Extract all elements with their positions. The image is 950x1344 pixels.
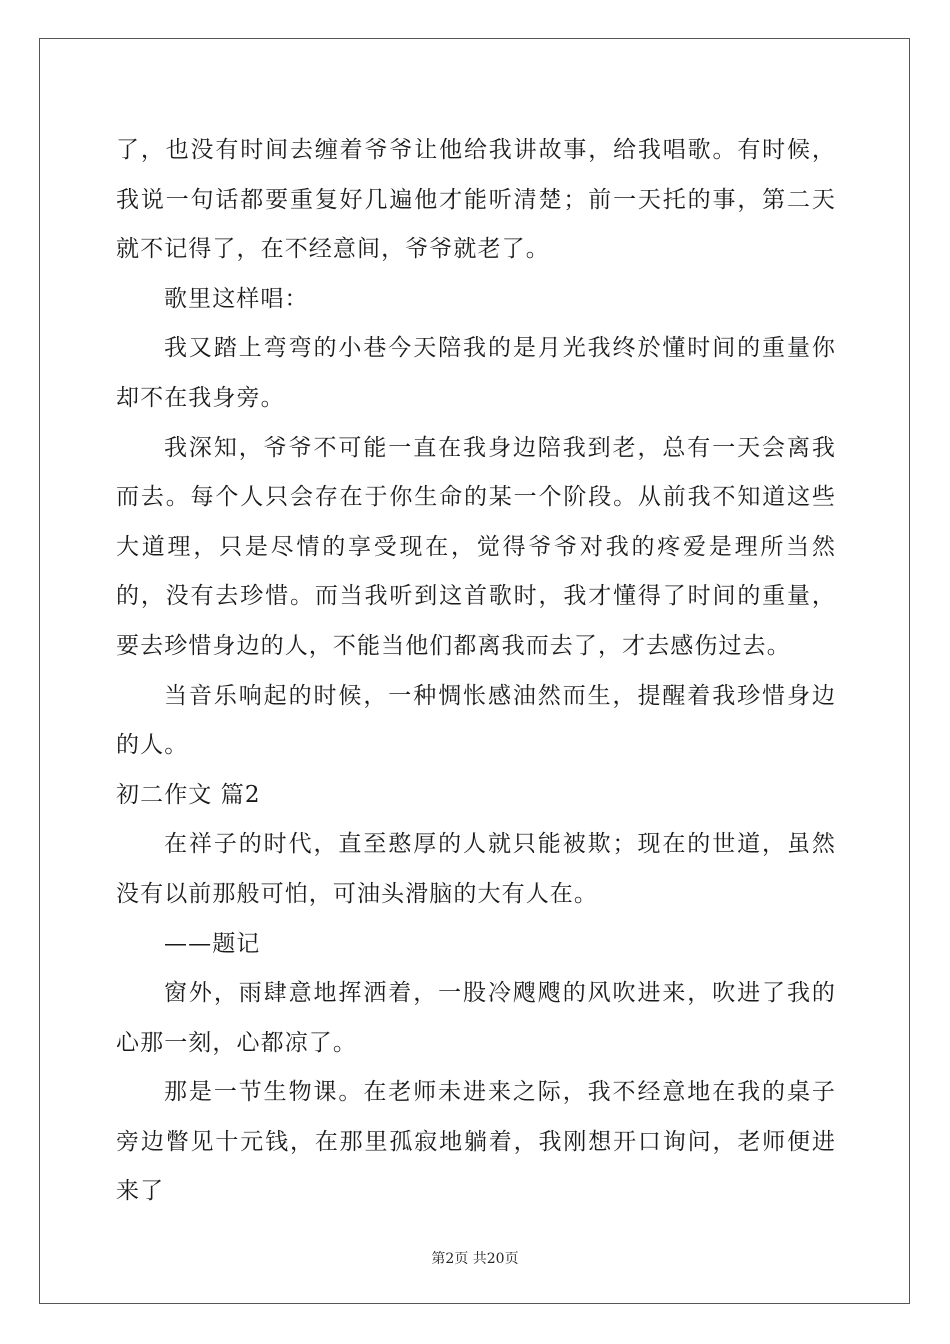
paragraph: 在祥子的时代，直至憨厚的人就只能被欺；现在的世道，虽然没有以前那般可怕，可油头滑脑的大有人在。: [116, 831, 836, 907]
paragraph: 那是一节生物课。在老师未进来之际，我不经意地在我的桌子旁边瞥见十元钱，在那里孤寂地躺着，我刚想开口询问，老师便进来了: [116, 1079, 836, 1205]
epigraph-attribution: ——题记: [164, 930, 261, 957]
paragraph: 我深知，爷爷不可能一直在我身边陪我到老，总有一天会离我而去。每个人只会存在于你生命的某一个阶段。从前我不知道这些大道理，只是尽情的享受现在，觉得爷爷对我的疼爱是理所当然的，没有去珍惜。而当我听到这首歌时，我才懂得了时间的重量，要去珍惜身边的人，不能当他们都离我而去了，才去感伤过去。: [116, 434, 836, 659]
page-number-footer: 第2页 共20页: [431, 1251, 519, 1267]
paragraph: 了，也没有时间去缠着爷爷让他给我讲故事，给我唱歌。有时候，我说一句话都要重复好几遍他才能听清楚；前一天托的事，第二天就不记得了，在不经意间，爷爷就老了。: [116, 137, 836, 263]
paragraph: 当音乐响起的时候，一种惆怅感油然而生，提醒着我珍惜身边的人。: [116, 682, 836, 759]
paragraph: 我又踏上弯弯的小巷今天陪我的是月光我终於懂时间的重量你却不在我身旁。: [116, 335, 836, 411]
document-body: [116, 126, 836, 1217]
section-heading: 初二作文 篇2: [116, 781, 261, 808]
paragraph: 窗外，雨肆意地挥洒着，一股冷飕飕的风吹进来，吹进了我的心那一刻，心都凉了。: [116, 980, 836, 1056]
paragraph: 歌里这样唱：: [164, 285, 309, 312]
